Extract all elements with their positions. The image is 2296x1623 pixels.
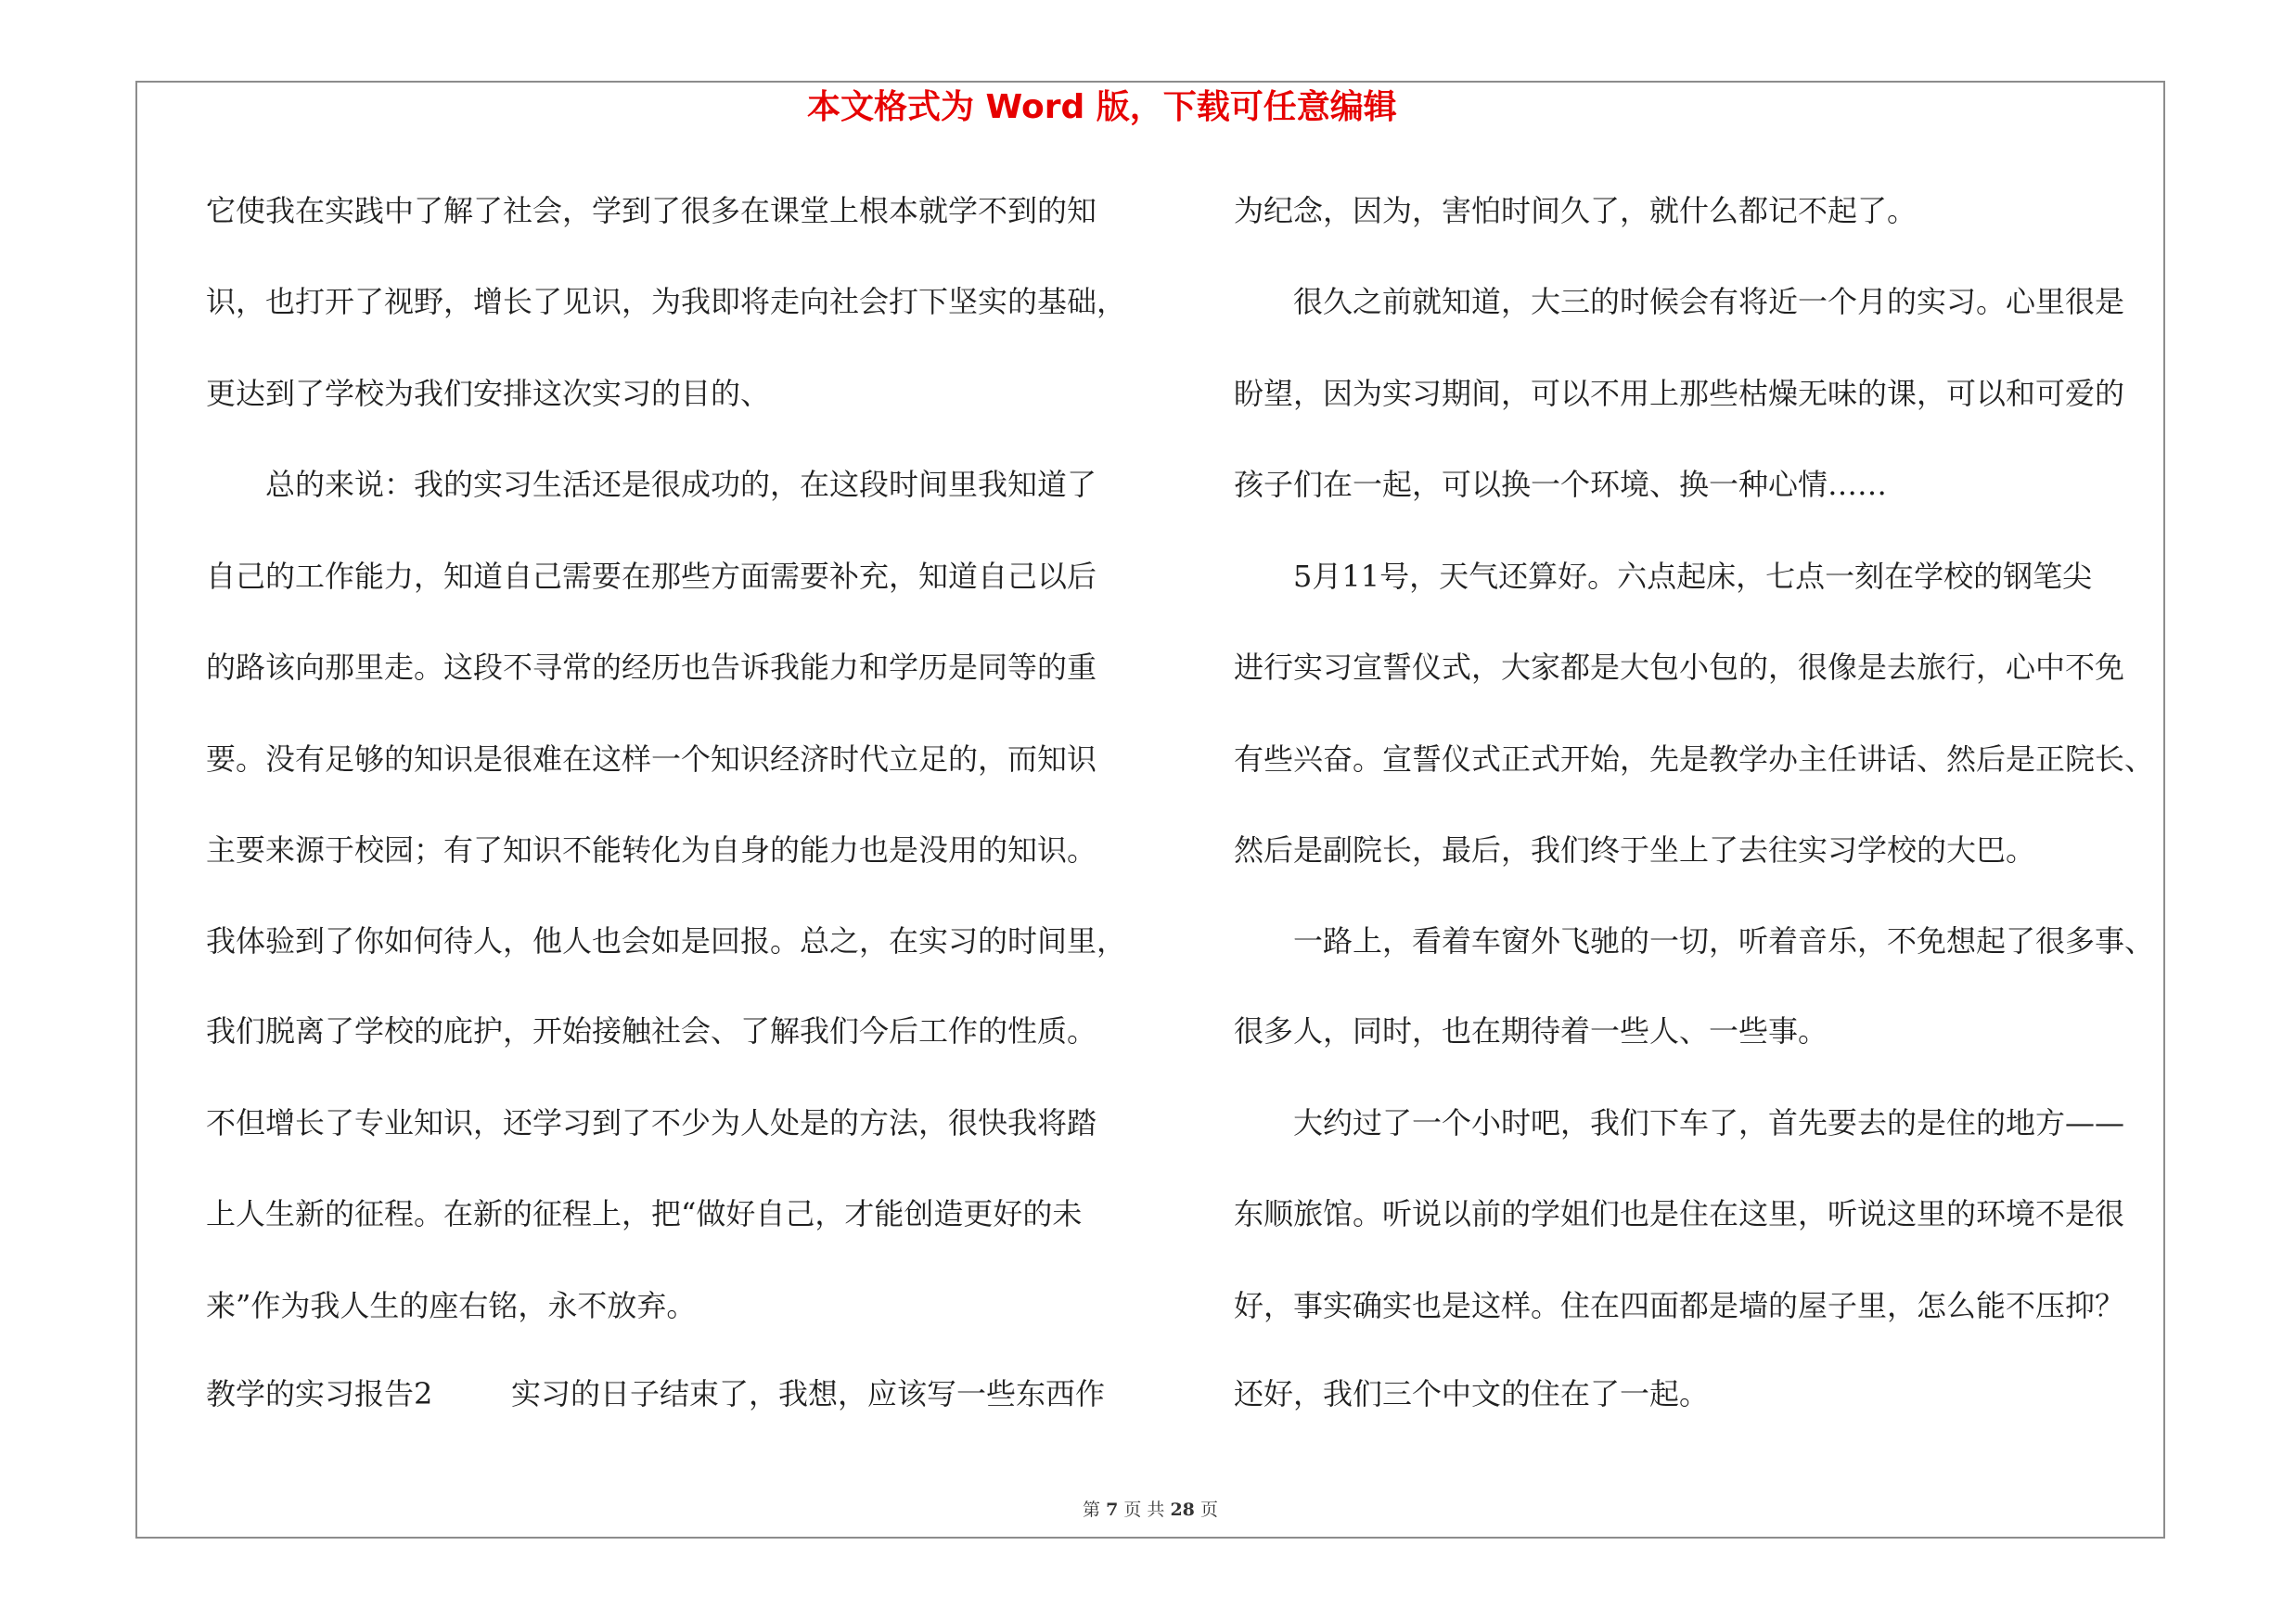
body-text-line: 主要来源于校园；有了知识不能转化为自身的能力也是没用的知识。 [206,832,1097,868]
page-counter-between: 页 共 [1123,1500,1165,1520]
body-text-line: 孩子们在一起，可以换一个环境、换一种心情…… [1234,467,1888,502]
paragraph-first-line: 一路上，看着车窗外飞驰的一切，听着音乐，不免想起了很多事、 [1293,923,2155,959]
body-text-line: 还好，我们三个中文的住在了一起。 [1234,1376,1710,1411]
paragraph-first-line: 总的来说：我的实习生活还是很成功的，在这段时间里我知道了 [265,467,1097,502]
page-counter [135,1498,2165,1522]
body-text-line: 识，也打开了视野，增长了见识，为我即将走向社会打下坚实的基础， [206,284,1127,319]
body-text-line: 我们脱离了学校的庇护，开始接触社会、了解我们今后工作的性质。 [206,1013,1097,1049]
body-text-line: 很多人，同时，也在期待着一些人、一些事。 [1234,1013,1828,1049]
body-text-line: 东顺旅馆。听说以前的学姐们也是住在这里，听说这里的环境不是很 [1234,1196,2125,1231]
section-heading: 教学的实习报告2 [206,1376,433,1411]
body-text-line: 有些兴奋。宣誓仪式正式开始，先是教学办主任讲话、然后是正院长、 [1234,741,2155,777]
current-page-number: 7 [1106,1500,1119,1520]
paragraph-first-line: 很久之前就知道，大三的时候会有将近一个月的实习。心里很是 [1293,284,2125,319]
body-text-line: 进行实习宣誓仪式，大家都是大包小包的，很像是去旅行，心中不免 [1234,650,2125,685]
body-text-line: 自己的工作能力，知道自己需要在那些方面需要补充，知道自己以后 [206,559,1097,594]
format-notice-header: 本文格式为 Word 版，下载可任意编辑 [807,88,1397,126]
body-text-line: 更达到了学校为我们安排这次实习的目的、 [206,376,771,411]
body-text-line: 我体验到了你如何待人，他人也会如是回报。总之，在实习的时间里， [206,923,1127,959]
body-text-line: 盼望，因为实习期间，可以不用上那些枯燥无味的课，可以和可爱的 [1234,376,2125,411]
body-text-line: 上人生新的征程。在新的征程上，把“做好自己，才能创造更好的未 [206,1196,1083,1231]
body-text-line: 不但增长了专业知识，还学习到了不少为人处是的方法，很快我将踏 [206,1105,1097,1140]
body-text-line: 它使我在实践中了解了社会，学到了很多在课堂上根本就学不到的知 [206,193,1097,228]
body-text-line: 要。没有足够的知识是很难在这样一个知识经济时代立足的，而知识 [206,741,1097,777]
page-counter-suffix: 页 [1199,1500,1218,1520]
paragraph-first-line: 大约过了一个小时吧，我们下车了，首先要去的是住的地方—— [1293,1105,2125,1140]
body-text-line: 然后是副院长，最后，我们终于坐上了去往实习学校的大巴。 [1234,832,2036,868]
total-pages-number: 28 [1170,1500,1195,1520]
section-first-line: 实习的日子结束了，我想，应该写一些东西作 [511,1376,1106,1411]
body-text-line: 为纪念，因为，害怕时间久了，就什么都记不起了。 [1234,193,1918,228]
body-text-line: 好，事实确实也是这样。住在四面都是墙的屋子里，怎么能不压抑？ [1234,1288,2125,1323]
body-text-line: 来”作为我人生的座右铭，永不放弃。 [206,1288,697,1323]
page-counter-prefix: 第 [1083,1500,1101,1520]
body-text-line: 的路该向那里走。这段不寻常的经历也告诉我能力和学历是同等的重 [206,650,1097,685]
paragraph-first-line: 5月11号，天气还算好。六点起床，七点一刻在学校的钢笔尖 [1293,559,2093,594]
